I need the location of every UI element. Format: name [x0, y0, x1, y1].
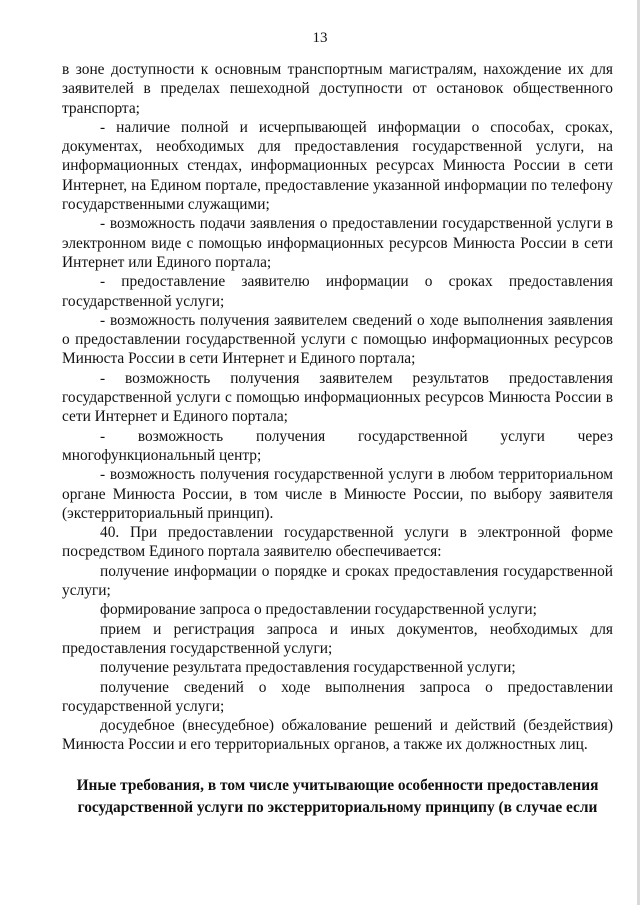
- paragraph-request-registration: прием и регистрация запроса и иных документов, необходимых для предоставления государственной услуги;: [62, 620, 613, 657]
- section-heading-line-2: государственной услуги по экстерриториальному принципу (в случае если: [77, 799, 598, 816]
- page-number: 13: [312, 30, 328, 46]
- paragraph-deadline-information: - предоставление заявителю информации о сроках предоставления государственной услуги;: [62, 273, 613, 310]
- paragraph-request-progress: получение сведений о ходе выполнения запроса о предоставлении государственной услуги;: [62, 678, 613, 715]
- paragraph-request-forming: формирование запроса о предоставлении государственной услуги;: [100, 601, 537, 619]
- paragraph-result-receiving: получение результата предоставления государственной услуги;: [100, 659, 516, 677]
- paragraph-electronic-application: - возможность подачи заявления о предоставлении государственной услуги в электронном виде с помощью информационных ресурсов Минюста России в сети Интернет или Единого портала;: [62, 215, 613, 271]
- paragraph-progress-information: - возможность получения заявителем сведений о ходе выполнения заявления о предоставлении государственной услуги с помощью информационных ресурсов Минюста России в сети Интернет и Единого портала;: [62, 311, 613, 368]
- paragraph-full-information: - наличие полной и исчерпывающей информации о способах, сроках, документах, необходимых для предоставления государственной услуги, на информационных стендах, информационных ресурсах Минюста России в сети Интернет, на Едином портале, предоставление указанной информации по телефону государственными служащими;: [62, 118, 613, 214]
- paragraph-pretrial-appeal: досудебное (внесудебное) обжалование решений и действий (бездействия) Минюста России и его территориальных органов, а также их должностных лиц.: [62, 717, 613, 754]
- paragraph-results-online: - возможность получения заявителем результатов предоставления государственной услуги с помощью информационных ресурсов Минюста России в сети Интернет и Единого портала;: [62, 369, 613, 426]
- paragraph-extraterritorial-principle: - возможность получения государственной услуги в любом территориальном органе Минюста России, в том числе в Минюсте России, по выбору заявителя (экстерриториальный принцип).: [62, 466, 613, 522]
- paragraph-transport-access: в зоне доступности к основным транспортным магистралям, нахождение их для заявителей в пределах пешеходной доступности от остановок общественного транспорта;: [62, 61, 613, 117]
- section-heading-line-1: Иные требования, в том числе учитывающие особенности предоставления: [76, 777, 599, 794]
- paragraph-item-40: 40. При предоставлении государственной услуги в электронной форме посредством Единого портала заявителю обеспечивается:: [62, 524, 613, 561]
- document-body: [62, 60, 613, 755]
- section-heading: [62, 775, 613, 819]
- paragraph-obtaining-information: получение информации о порядке и сроках предоставления государственной услуги;: [62, 562, 613, 600]
- paragraph-multifunctional-center: - возможность получения государственной услуги через многофункциональный центр;: [62, 427, 613, 464]
